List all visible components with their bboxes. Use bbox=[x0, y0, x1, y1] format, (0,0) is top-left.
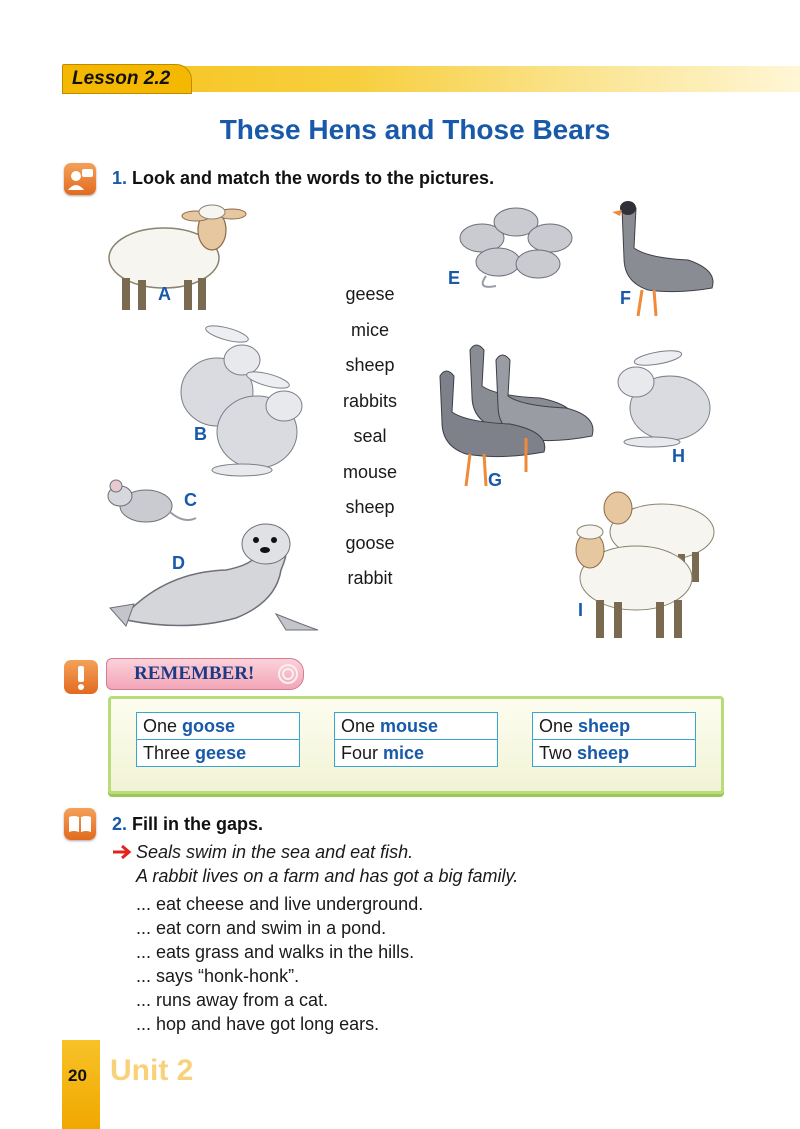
arrow-right-icon bbox=[112, 844, 134, 860]
word-item: rabbit bbox=[347, 568, 393, 588]
label-g: G bbox=[488, 470, 503, 490]
example-sentence: Seals swim in the sea and eat fish. bbox=[136, 842, 414, 862]
exercise-2-number: 2. bbox=[112, 814, 128, 834]
gap-sentence: ... eats grass and walks in the hills. bbox=[136, 942, 415, 962]
page-number: 20 bbox=[68, 1066, 87, 1085]
remember-table-mouse bbox=[334, 712, 498, 767]
label-i: I bbox=[578, 600, 584, 620]
remember-cell: One sheep bbox=[533, 713, 696, 740]
label-f: F bbox=[620, 288, 631, 308]
exercise-1-heading bbox=[112, 168, 494, 189]
exercise-1-number: 1. bbox=[112, 168, 128, 188]
gap-sentence: ... eat cheese and live underground. bbox=[136, 894, 424, 914]
book-icon bbox=[64, 808, 96, 840]
remember-table-sheep bbox=[532, 712, 696, 767]
word-item: mice bbox=[350, 320, 389, 340]
word-item: seal bbox=[353, 426, 387, 446]
label-c: C bbox=[184, 490, 197, 510]
label-b: B bbox=[194, 424, 207, 444]
rabbits-picture bbox=[172, 322, 312, 482]
label-h: H bbox=[672, 446, 685, 466]
gap-sentence: ... eat corn and swim in a pond. bbox=[136, 918, 387, 938]
mice-picture bbox=[446, 198, 586, 294]
spiral-icon bbox=[277, 663, 299, 685]
word-item: geese bbox=[345, 284, 395, 304]
example-sentence: A rabbit lives on a farm and has got a big family. bbox=[136, 866, 519, 886]
gap-sentence: ... runs away from a cat. bbox=[136, 990, 329, 1010]
exercise-2-instruction: Fill in the gaps. bbox=[132, 814, 264, 834]
rabbit-picture bbox=[612, 348, 724, 450]
gap-sentence: ... says “honk-honk”. bbox=[136, 966, 300, 986]
word-item: sheep bbox=[345, 497, 395, 517]
word-item: rabbits bbox=[342, 391, 398, 411]
remember-table-goose bbox=[136, 712, 300, 767]
word-item: mouse bbox=[342, 462, 398, 482]
pair-work-icon bbox=[64, 163, 96, 195]
word-item: sheep bbox=[345, 355, 395, 375]
exclamation-icon bbox=[64, 660, 98, 694]
lesson-label: Lesson 2.2 bbox=[72, 68, 171, 89]
word-item: goose bbox=[345, 533, 395, 553]
gap-sentence: ... hop and have got long ears. bbox=[136, 1014, 380, 1034]
label-d: D bbox=[172, 553, 185, 573]
label-a: A bbox=[158, 284, 171, 304]
remember-cell: Three geese bbox=[137, 740, 300, 767]
exercise-2-heading bbox=[112, 814, 263, 835]
sheep-picture bbox=[104, 200, 254, 315]
seal-picture bbox=[106, 522, 326, 640]
geese-picture bbox=[430, 340, 600, 488]
unit-label: Unit 2 bbox=[110, 1054, 194, 1087]
remember-title: REMEMBER! bbox=[134, 663, 255, 684]
remember-cell: One mouse bbox=[335, 713, 498, 740]
remember-cell: Four mice bbox=[335, 740, 498, 767]
remember-cell: Two sheep bbox=[533, 740, 696, 767]
exercise-1-instruction: Look and match the words to the pictures. bbox=[132, 168, 495, 188]
label-e: E bbox=[448, 268, 461, 288]
page-title: These Hens and Those Bears bbox=[219, 114, 611, 145]
remember-cell: One goose bbox=[137, 713, 300, 740]
